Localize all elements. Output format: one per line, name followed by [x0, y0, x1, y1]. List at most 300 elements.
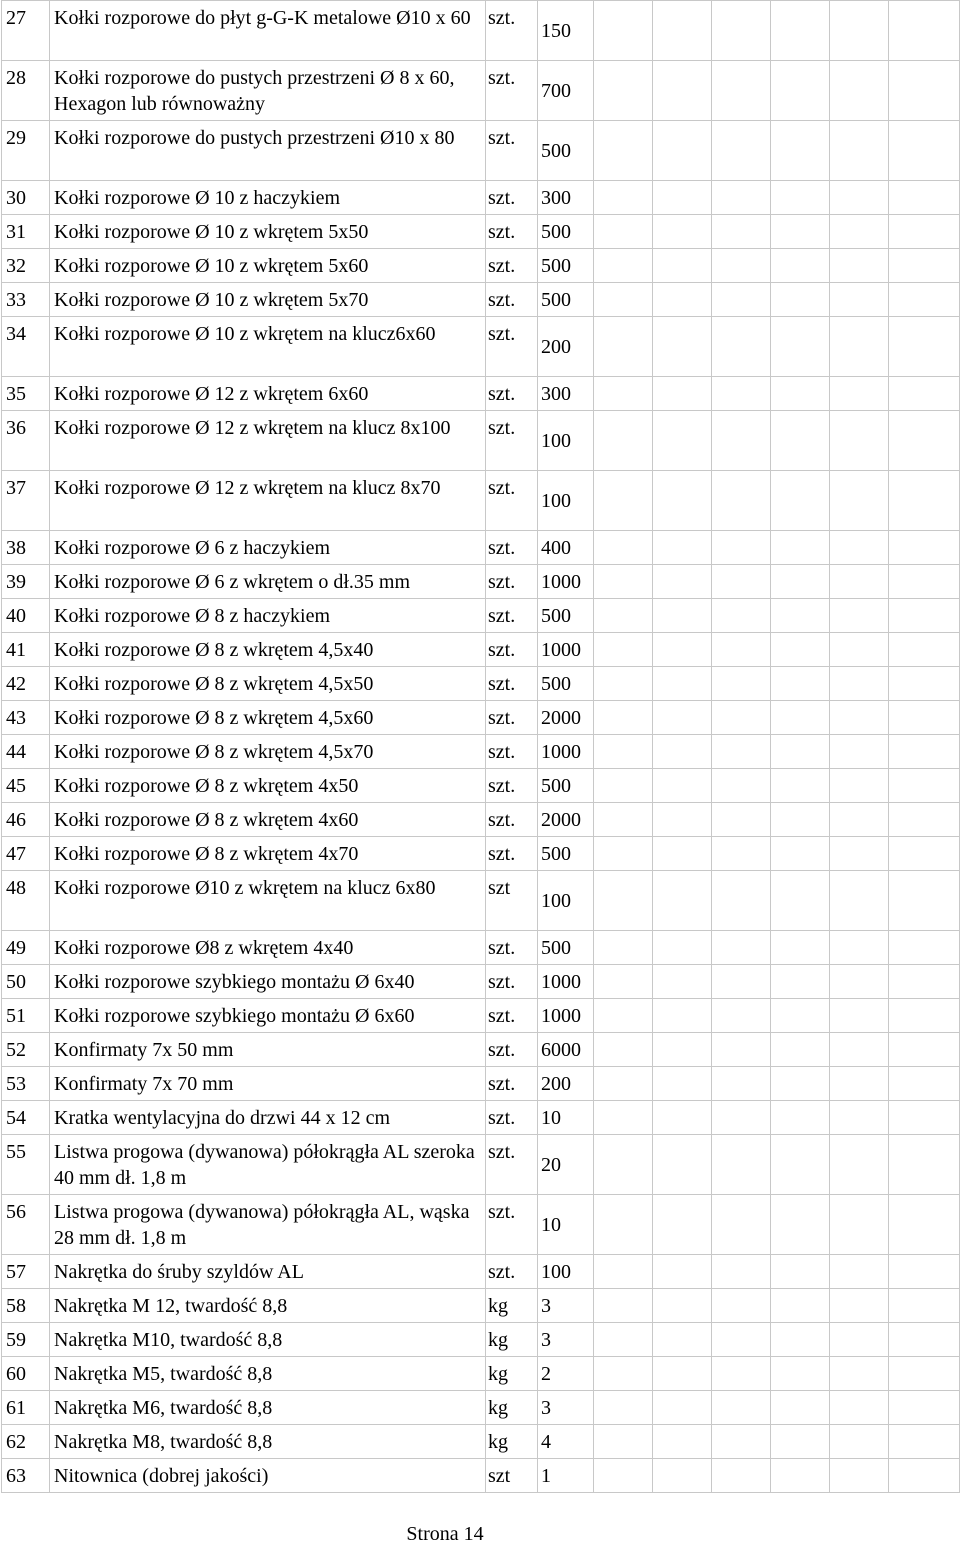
empty-cell [889, 871, 960, 931]
item-number: 27 [2, 1, 50, 61]
empty-cell [889, 1067, 960, 1101]
item-unit: szt [486, 1459, 538, 1493]
empty-cell [830, 377, 889, 411]
empty-cell [830, 61, 889, 121]
empty-cell [889, 121, 960, 181]
empty-cell [771, 1357, 830, 1391]
table-row [2, 61, 960, 121]
empty-cell [889, 1289, 960, 1323]
empty-cell [594, 701, 653, 735]
item-name: Kołki rozporowe Ø 10 z wkrętem na klucz6x60 [50, 317, 486, 377]
table-row [2, 803, 960, 837]
item-quantity: 400 [538, 531, 594, 565]
empty-cell [712, 61, 771, 121]
item-name: Kołki rozporowe Ø 6 z haczykiem [50, 531, 486, 565]
item-quantity: 2000 [538, 803, 594, 837]
item-name: Kołki rozporowe do pustych przestrzeni Ø 8 x 60, Hexagon lub równoważny [50, 61, 486, 121]
item-name: Konfirmaty 7x 70 mm [50, 1067, 486, 1101]
empty-cell [889, 215, 960, 249]
item-unit: szt. [486, 599, 538, 633]
item-number: 31 [2, 215, 50, 249]
empty-cell [712, 667, 771, 701]
empty-cell [653, 1391, 712, 1425]
table-row [2, 1357, 960, 1391]
empty-cell [889, 471, 960, 531]
item-name: Nakrętka M10, twardość 8,8 [50, 1323, 486, 1357]
item-number: 29 [2, 121, 50, 181]
item-number: 57 [2, 1255, 50, 1289]
empty-cell [830, 249, 889, 283]
item-unit: szt. [486, 1, 538, 61]
empty-cell [712, 1135, 771, 1195]
table-row [2, 471, 960, 531]
empty-cell [889, 931, 960, 965]
item-unit: szt. [486, 283, 538, 317]
item-number: 47 [2, 837, 50, 871]
item-number: 54 [2, 1101, 50, 1135]
item-name: Kołki rozporowe Ø 8 z wkrętem 4x60 [50, 803, 486, 837]
item-quantity: 300 [538, 181, 594, 215]
empty-cell [889, 599, 960, 633]
item-quantity: 2 [538, 1357, 594, 1391]
empty-cell [712, 999, 771, 1033]
empty-cell [771, 121, 830, 181]
empty-cell [653, 667, 712, 701]
empty-cell [889, 181, 960, 215]
item-quantity: 100 [538, 871, 594, 931]
empty-cell [889, 701, 960, 735]
item-number: 33 [2, 283, 50, 317]
empty-cell [653, 531, 712, 565]
empty-cell [771, 1459, 830, 1493]
item-unit: szt. [486, 531, 538, 565]
empty-cell [889, 531, 960, 565]
empty-cell [594, 181, 653, 215]
table-row [2, 599, 960, 633]
table-row [2, 181, 960, 215]
item-quantity: 4 [538, 1425, 594, 1459]
empty-cell [889, 1135, 960, 1195]
empty-cell [889, 411, 960, 471]
empty-cell [830, 837, 889, 871]
item-number: 28 [2, 61, 50, 121]
table-row [2, 565, 960, 599]
empty-cell [594, 471, 653, 531]
empty-cell [830, 121, 889, 181]
table-row [2, 1195, 960, 1255]
item-unit: szt. [486, 1067, 538, 1101]
empty-cell [594, 283, 653, 317]
table-row [2, 633, 960, 667]
empty-cell [830, 181, 889, 215]
empty-cell [771, 837, 830, 871]
empty-cell [653, 1033, 712, 1067]
table-row [2, 735, 960, 769]
empty-cell [889, 803, 960, 837]
empty-cell [889, 1425, 960, 1459]
empty-cell [771, 1425, 830, 1459]
item-name: Nakrętka M5, twardość 8,8 [50, 1357, 486, 1391]
item-name: Kołki rozporowe Ø 12 z wkrętem na klucz 8x100 [50, 411, 486, 471]
empty-cell [830, 1289, 889, 1323]
table-row [2, 769, 960, 803]
empty-cell [712, 317, 771, 377]
empty-cell [594, 121, 653, 181]
item-number: 36 [2, 411, 50, 471]
item-quantity: 500 [538, 599, 594, 633]
empty-cell [830, 317, 889, 377]
empty-cell [712, 1033, 771, 1067]
empty-cell [653, 837, 712, 871]
empty-cell [594, 317, 653, 377]
item-number: 34 [2, 317, 50, 377]
empty-cell [889, 999, 960, 1033]
empty-cell [653, 471, 712, 531]
empty-cell [830, 871, 889, 931]
item-number: 60 [2, 1357, 50, 1391]
empty-cell [653, 769, 712, 803]
empty-cell [594, 531, 653, 565]
empty-cell [653, 377, 712, 411]
empty-cell [771, 377, 830, 411]
item-quantity: 20 [538, 1135, 594, 1195]
item-quantity: 100 [538, 471, 594, 531]
item-quantity: 2000 [538, 701, 594, 735]
item-name: Kołki rozporowe Ø 8 z wkrętem 4x70 [50, 837, 486, 871]
empty-cell [712, 1391, 771, 1425]
empty-cell [771, 667, 830, 701]
empty-cell [653, 1289, 712, 1323]
item-name: Nakrętka M8, twardość 8,8 [50, 1425, 486, 1459]
item-name: Kołki rozporowe Ø 10 z wkrętem 5x60 [50, 249, 486, 283]
empty-cell [889, 317, 960, 377]
item-quantity: 10 [538, 1101, 594, 1135]
empty-cell [594, 565, 653, 599]
empty-cell [653, 1459, 712, 1493]
item-unit: szt. [486, 701, 538, 735]
empty-cell [594, 215, 653, 249]
empty-cell [594, 735, 653, 769]
table-row [2, 1, 960, 61]
empty-cell [594, 837, 653, 871]
empty-cell [653, 965, 712, 999]
empty-cell [889, 249, 960, 283]
empty-cell [771, 1, 830, 61]
empty-cell [594, 965, 653, 999]
item-name: Kołki rozporowe Ø 8 z wkrętem 4x50 [50, 769, 486, 803]
item-quantity: 3 [538, 1391, 594, 1425]
empty-cell [889, 1101, 960, 1135]
empty-cell [653, 701, 712, 735]
item-quantity: 3 [538, 1289, 594, 1323]
empty-cell [830, 965, 889, 999]
empty-cell [771, 931, 830, 965]
item-unit: szt. [486, 999, 538, 1033]
empty-cell [830, 1323, 889, 1357]
empty-cell [653, 999, 712, 1033]
empty-cell [712, 837, 771, 871]
item-quantity: 100 [538, 411, 594, 471]
table-row [2, 837, 960, 871]
empty-cell [889, 667, 960, 701]
empty-cell [889, 1459, 960, 1493]
empty-cell [594, 1425, 653, 1459]
item-number: 35 [2, 377, 50, 411]
item-name: Kołki rozporowe do płyt g-G-K metalowe Ø10 x 60 [50, 1, 486, 61]
empty-cell [712, 1459, 771, 1493]
empty-cell [594, 871, 653, 931]
empty-cell [594, 1459, 653, 1493]
item-unit: szt. [486, 735, 538, 769]
item-quantity: 500 [538, 667, 594, 701]
empty-cell [830, 1033, 889, 1067]
item-number: 46 [2, 803, 50, 837]
empty-cell [771, 599, 830, 633]
item-unit: kg [486, 1323, 538, 1357]
empty-cell [594, 249, 653, 283]
item-number: 59 [2, 1323, 50, 1357]
table-row [2, 1067, 960, 1101]
empty-cell [771, 871, 830, 931]
empty-cell [653, 1357, 712, 1391]
empty-cell [712, 121, 771, 181]
item-unit: szt. [486, 317, 538, 377]
item-unit: szt. [486, 769, 538, 803]
empty-cell [594, 1391, 653, 1425]
empty-cell [712, 377, 771, 411]
item-unit: szt. [486, 1255, 538, 1289]
empty-cell [653, 181, 712, 215]
empty-cell [771, 317, 830, 377]
empty-cell [712, 531, 771, 565]
empty-cell [594, 999, 653, 1033]
empty-cell [771, 565, 830, 599]
empty-cell [830, 999, 889, 1033]
item-name: Kratka wentylacyjna do drzwi 44 x 12 cm [50, 1101, 486, 1135]
empty-cell [830, 531, 889, 565]
empty-cell [830, 599, 889, 633]
empty-cell [771, 769, 830, 803]
empty-cell [830, 1255, 889, 1289]
table-row [2, 1101, 960, 1135]
item-number: 42 [2, 667, 50, 701]
empty-cell [594, 667, 653, 701]
item-name: Kołki rozporowe Ø 8 z wkrętem 4,5x50 [50, 667, 486, 701]
empty-cell [712, 1425, 771, 1459]
empty-cell [771, 1101, 830, 1135]
empty-cell [594, 61, 653, 121]
item-quantity: 1000 [538, 999, 594, 1033]
empty-cell [771, 1289, 830, 1323]
item-number: 43 [2, 701, 50, 735]
empty-cell [712, 181, 771, 215]
item-number: 38 [2, 531, 50, 565]
item-number: 63 [2, 1459, 50, 1493]
empty-cell [594, 1, 653, 61]
item-quantity: 500 [538, 215, 594, 249]
empty-cell [594, 931, 653, 965]
empty-cell [830, 633, 889, 667]
item-unit: szt. [486, 965, 538, 999]
empty-cell [889, 769, 960, 803]
item-name: Kołki rozporowe Ø 10 z wkrętem 5x70 [50, 283, 486, 317]
table-row [2, 931, 960, 965]
empty-cell [830, 1101, 889, 1135]
empty-cell [594, 1323, 653, 1357]
empty-cell [712, 931, 771, 965]
empty-cell [889, 1, 960, 61]
empty-cell [771, 1255, 830, 1289]
empty-cell [594, 1033, 653, 1067]
item-number: 44 [2, 735, 50, 769]
empty-cell [830, 1425, 889, 1459]
empty-cell [889, 965, 960, 999]
empty-cell [712, 1323, 771, 1357]
item-quantity: 500 [538, 769, 594, 803]
item-number: 61 [2, 1391, 50, 1425]
empty-cell [712, 411, 771, 471]
item-quantity: 500 [538, 283, 594, 317]
item-quantity: 700 [538, 61, 594, 121]
item-unit: kg [486, 1425, 538, 1459]
table-row [2, 1135, 960, 1195]
empty-cell [594, 803, 653, 837]
item-number: 45 [2, 769, 50, 803]
empty-cell [594, 1357, 653, 1391]
item-unit: szt. [486, 1135, 538, 1195]
empty-cell [712, 1357, 771, 1391]
empty-cell [889, 633, 960, 667]
item-quantity: 3 [538, 1323, 594, 1357]
item-number: 51 [2, 999, 50, 1033]
empty-cell [830, 931, 889, 965]
empty-cell [594, 411, 653, 471]
empty-cell [771, 701, 830, 735]
empty-cell [830, 471, 889, 531]
item-quantity: 1000 [538, 633, 594, 667]
item-unit: szt. [486, 837, 538, 871]
empty-cell [712, 1289, 771, 1323]
table-row [2, 317, 960, 377]
item-number: 30 [2, 181, 50, 215]
empty-cell [594, 599, 653, 633]
item-number: 39 [2, 565, 50, 599]
empty-cell [889, 61, 960, 121]
empty-cell [712, 1067, 771, 1101]
table-row [2, 121, 960, 181]
empty-cell [712, 599, 771, 633]
empty-cell [712, 965, 771, 999]
table-row [2, 1255, 960, 1289]
empty-cell [830, 803, 889, 837]
empty-cell [594, 1289, 653, 1323]
item-number: 52 [2, 1033, 50, 1067]
empty-cell [653, 1323, 712, 1357]
item-unit: szt [486, 871, 538, 931]
item-name: Kołki rozporowe szybkiego montażu Ø 6x40 [50, 965, 486, 999]
item-quantity: 100 [538, 1255, 594, 1289]
table-body [2, 1, 960, 1493]
item-unit: szt. [486, 803, 538, 837]
empty-cell [889, 565, 960, 599]
empty-cell [830, 1357, 889, 1391]
empty-cell [653, 1425, 712, 1459]
empty-cell [653, 317, 712, 377]
item-quantity: 500 [538, 837, 594, 871]
item-unit: kg [486, 1357, 538, 1391]
empty-cell [653, 599, 712, 633]
empty-cell [830, 769, 889, 803]
page-number: Strona 14 [406, 1523, 484, 1545]
empty-cell [594, 1255, 653, 1289]
item-quantity: 1000 [538, 735, 594, 769]
table-row [2, 531, 960, 565]
empty-cell [712, 803, 771, 837]
item-name: Kołki rozporowe Ø 8 z wkrętem 4,5x70 [50, 735, 486, 769]
empty-cell [771, 1391, 830, 1425]
empty-cell [830, 735, 889, 769]
empty-cell [712, 633, 771, 667]
item-name: Nitownica (dobrej jakości) [50, 1459, 486, 1493]
item-name: Kołki rozporowe Ø 8 z wkrętem 4,5x40 [50, 633, 486, 667]
empty-cell [594, 1101, 653, 1135]
empty-cell [653, 1, 712, 61]
empty-cell [889, 1391, 960, 1425]
table-row [2, 965, 960, 999]
item-unit: kg [486, 1289, 538, 1323]
empty-cell [653, 249, 712, 283]
item-name: Nakrętka M 12, twardość 8,8 [50, 1289, 486, 1323]
empty-cell [653, 931, 712, 965]
table-row [2, 701, 960, 735]
item-name: Kołki rozporowe Ø 8 z wkrętem 4,5x60 [50, 701, 486, 735]
item-unit: szt. [486, 1101, 538, 1135]
empty-cell [771, 181, 830, 215]
empty-cell [771, 61, 830, 121]
empty-cell [712, 871, 771, 931]
item-number: 62 [2, 1425, 50, 1459]
empty-cell [653, 283, 712, 317]
item-unit: szt. [486, 1195, 538, 1255]
item-name: Kołki rozporowe szybkiego montażu Ø 6x60 [50, 999, 486, 1033]
empty-cell [771, 803, 830, 837]
item-name: Kołki rozporowe Ø 8 z haczykiem [50, 599, 486, 633]
item-unit: szt. [486, 565, 538, 599]
empty-cell [771, 1135, 830, 1195]
item-number: 41 [2, 633, 50, 667]
empty-cell [771, 215, 830, 249]
item-unit: szt. [486, 667, 538, 701]
empty-cell [830, 1195, 889, 1255]
empty-cell [653, 803, 712, 837]
item-unit: szt. [486, 121, 538, 181]
empty-cell [653, 1067, 712, 1101]
item-name: Kołki rozporowe Ø 10 z wkrętem 5x50 [50, 215, 486, 249]
empty-cell [771, 1033, 830, 1067]
empty-cell [594, 1195, 653, 1255]
item-name: Nakrętka M6, twardość 8,8 [50, 1391, 486, 1425]
item-name: Nakrętka do śruby szyldów AL [50, 1255, 486, 1289]
empty-cell [712, 701, 771, 735]
item-unit: szt. [486, 633, 538, 667]
table-row [2, 1033, 960, 1067]
item-number: 40 [2, 599, 50, 633]
empty-cell [889, 283, 960, 317]
table-row [2, 249, 960, 283]
empty-cell [889, 1255, 960, 1289]
empty-cell [771, 531, 830, 565]
item-number: 53 [2, 1067, 50, 1101]
